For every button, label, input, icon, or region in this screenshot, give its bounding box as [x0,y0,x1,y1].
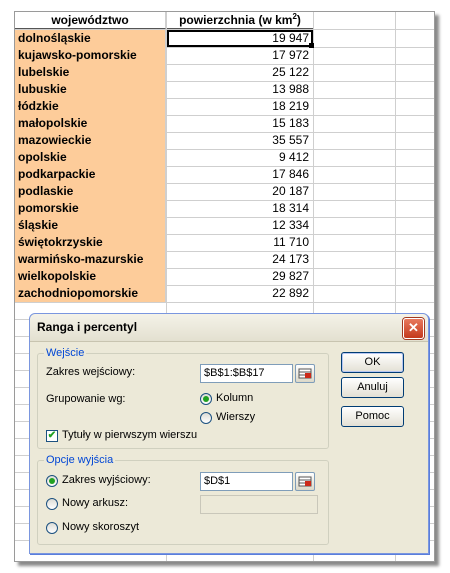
header-label: województwo [51,13,129,27]
cell-region-name[interactable]: świętokrzyskie [15,234,166,251]
cell-region-name[interactable]: mazowieckie [15,132,166,149]
grouping-columns-label[interactable]: Kolumn [216,392,254,404]
cell-region-name[interactable]: dolnośląskie [15,30,166,47]
table-row [15,132,434,150]
grouping-columns-radio[interactable] [200,393,212,405]
cancel-button[interactable]: Anuluj [341,377,404,398]
output-group-title: Opcje wyjścia [46,454,114,466]
output-group [37,454,329,545]
header-cell-wojewodztwo[interactable] [15,12,166,29]
new-sheet-label[interactable]: Nowy arkusz: [62,497,129,509]
labels-first-row-label[interactable]: Tytuły w pierwszym wierszu [62,429,198,441]
table-row [15,166,434,184]
table-row [15,81,434,99]
input-group-title: Wejście [46,347,85,359]
header-superscript: 2 [292,12,297,21]
input-group [37,347,329,449]
range-select-icon [296,473,314,490]
cell-area[interactable]: 15 183 [272,116,309,130]
cell-area[interactable]: 20 187 [272,184,309,198]
table-row [15,268,434,286]
cell-region-name[interactable]: opolskie [15,149,166,166]
header-label: powierzchnia (w km [179,13,293,27]
dialog-title: Ranga i percentyl [37,320,138,334]
cell-area[interactable]: 29 827 [272,269,309,283]
new-workbook-label[interactable]: Nowy skoroszyt [62,521,140,533]
input-range-field[interactable]: $B$1:$B$17 [200,364,293,383]
table-row [15,149,434,167]
table-row [15,47,434,65]
output-range-label[interactable]: Zakres wyjściowy: [62,474,151,486]
grouping-rows-label[interactable]: Wierszy [216,411,256,423]
new-sheet-field[interactable] [200,495,318,514]
cell-region-name[interactable]: śląskie [15,217,166,234]
cell-area[interactable]: 35 557 [272,133,309,147]
table-row [15,251,434,269]
output-range-radio[interactable] [46,475,58,487]
header-cell-area[interactable] [167,12,313,29]
range-select-icon [296,365,314,382]
new-workbook-radio[interactable] [46,522,58,534]
cell-area[interactable]: 17 846 [272,167,309,181]
cell-area[interactable]: 12 334 [272,218,309,232]
cell-region-name[interactable]: lubelskie [15,64,166,81]
cell-area[interactable]: 18 314 [272,201,309,215]
input-range-label: Zakres wejściowy: [46,366,136,378]
cell-region-name[interactable]: kujawsko-pomorskie [15,47,166,64]
cell-area[interactable]: 22 892 [272,286,309,300]
cell-region-name[interactable]: warmińsko-mazurskie [15,251,166,268]
grouping-label: Grupowanie wg: [46,393,126,405]
collapse-output-range-button[interactable] [295,472,315,491]
table-row [15,285,434,303]
cell-area[interactable]: 24 173 [272,252,309,266]
new-sheet-radio[interactable] [46,498,58,510]
cell-region-name[interactable]: podkarpackie [15,166,166,183]
ok-button[interactable]: OK [341,352,404,373]
header-label-end: ) [296,13,301,27]
cell-region-name[interactable]: podlaskie [15,183,166,200]
cell-region-name[interactable]: lubuskie [15,81,166,98]
screenshot-frame [14,11,435,562]
table-row [15,98,434,116]
table-row [15,64,434,82]
help-button[interactable]: Pomoc [341,406,404,427]
header-row [15,12,434,30]
rank-percentile-dialog [29,313,429,554]
cell-region-name[interactable]: pomorskie [15,200,166,217]
table-row [15,115,434,133]
cell-area[interactable]: 11 710 [273,235,309,249]
selected-cell-area[interactable]: 19 947 [167,30,313,47]
table-row [15,200,434,218]
cell-area[interactable]: 17 972 [272,48,309,62]
cell-area[interactable]: 13 988 [272,82,309,96]
labels-first-row-checkbox[interactable]: ✔ [47,430,57,441]
table-row [15,217,434,235]
dialog-titlebar[interactable] [30,314,428,342]
cell-region-name[interactable]: małopolskie [15,115,166,132]
grouping-rows-radio[interactable] [200,412,212,424]
cell-region-name[interactable]: łódzkie [15,98,166,115]
cell-region-name[interactable]: wielkopolskie [15,268,166,285]
collapse-range-button[interactable] [295,364,315,383]
table-row [15,30,434,48]
table-row [15,183,434,201]
table-row [15,234,434,252]
cell-area[interactable]: 18 219 [272,99,309,113]
close-icon[interactable]: ✕ [403,318,424,339]
cell-area[interactable]: 25 122 [272,65,309,79]
cell-region-name[interactable]: zachodniopomorskie [15,285,166,302]
cell-area[interactable]: 9 412 [278,150,309,164]
output-range-field[interactable]: $D$1 [200,472,293,491]
